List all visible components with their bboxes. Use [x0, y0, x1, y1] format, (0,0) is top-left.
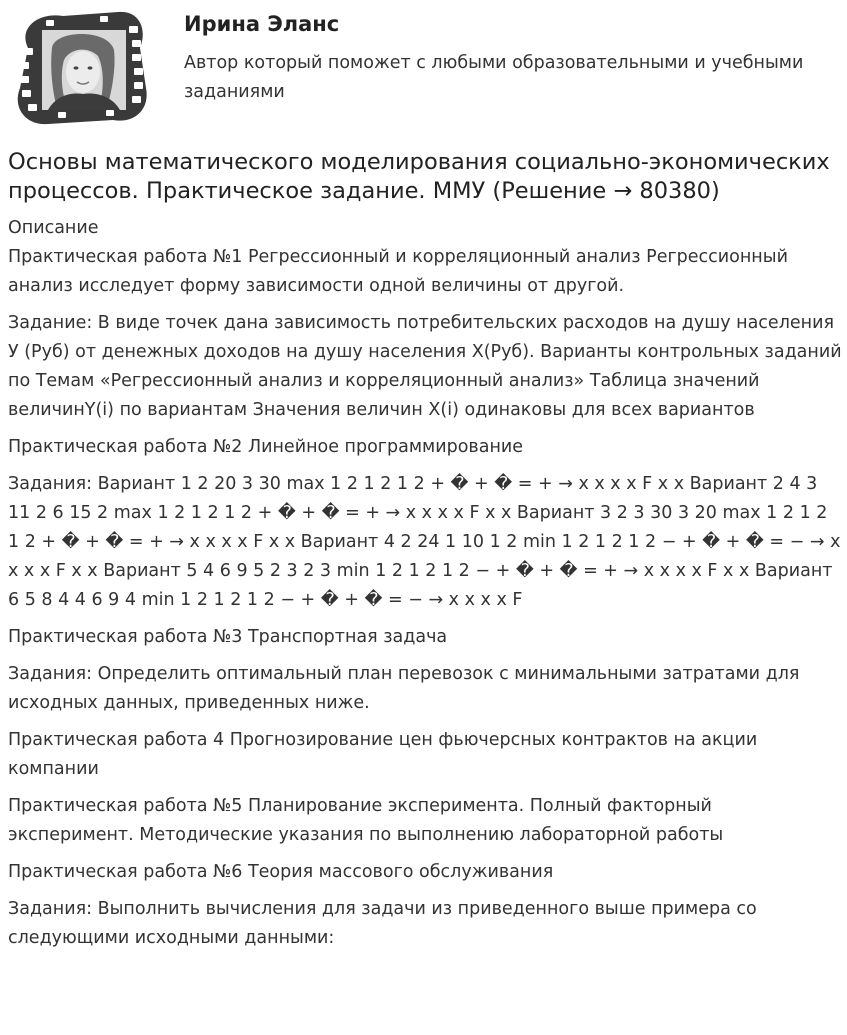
author-header — [0, 0, 847, 140]
author-name[interactable]: Ирина Эланс — [184, 12, 340, 36]
description-label: Описание — [8, 218, 99, 238]
paragraph-task-3: Задания: Определить оптимальный план перевозок с минимальными затратами для исходных данных, приведенных ниже. — [8, 664, 800, 713]
paragraph-practical-6: Практическая работа №6 Теория массового обслуживания — [8, 862, 554, 882]
author-description: Автор который поможет с любыми образовательными и учебными заданиями — [184, 53, 804, 102]
paragraph-practical-4: Практическая работа 4 Прогнозирование цен фьючерсных контрактов на акции компании — [8, 730, 758, 779]
paragraph-practical-2: Практическая работа №2 Линейное программирование — [8, 437, 524, 457]
document-content — [8, 148, 843, 961]
paragraph-task-6: Задания: Выполнить вычисления для задачи из приведенного выше примера со следующими исходными данными: — [8, 899, 757, 948]
paragraph-practical-5: Практическая работа №5 Планирование эксперимента. Полный факторный эксперимент. Методические указания по выполнению лабораторной работы — [8, 796, 724, 845]
paragraph-task-1: Задание: В виде точек дана зависимость потребительских расходов на душу населения У (Руб) от денежных доходов на душу населения Х(Руб). Варианты контрольных заданий по Темам «Регрессионный анализ и корреляционный анализ» Таблица значений величинY(i) по вариантам Значения величин X(i) одинаковы для всех вариантов — [8, 313, 842, 420]
document-title: Основы математического моделирования социально-экономических процессов. Практическое задание. ММУ (Решение → 80380) — [8, 149, 830, 204]
paragraph-practical-1: Практическая работа №1 Регрессионный и корреляционный анализ Регрессионный анализ исследует форму зависимости одной величины от другой. — [8, 247, 788, 296]
paragraph-task-2: Задания: Вариант 1 2 20 3 30 max 1 2 1 2 1 2 + � + � = + → x x x x F x x Вариант 2 4 3 11 2 6 15 2 max 1 2 1 2 1 2 + � + � = + → x x x x F x x Вариант 3 2 3 30 3 20 max 1 2 1 2 1 2 + � + � = + → x x x x F x x Вариант 4 2 24 1 10 1 2 min 1 2 1 2 1 2 − + � + � = − → x x x x F x x Вариант 5 4 6 9 5 2 3 2 3 min 1 2 1 2 1 2 − + � + � = + → x x x x F x x Вариант 6 5 8 4 4 6 9 4 min 1 2 1 2 1 2 − + � + � = − → x x x x F — [8, 474, 841, 610]
film-strip-avatar-icon[interactable] — [8, 8, 154, 126]
paragraph-practical-3: Практическая работа №3 Транспортная задача — [8, 627, 448, 647]
